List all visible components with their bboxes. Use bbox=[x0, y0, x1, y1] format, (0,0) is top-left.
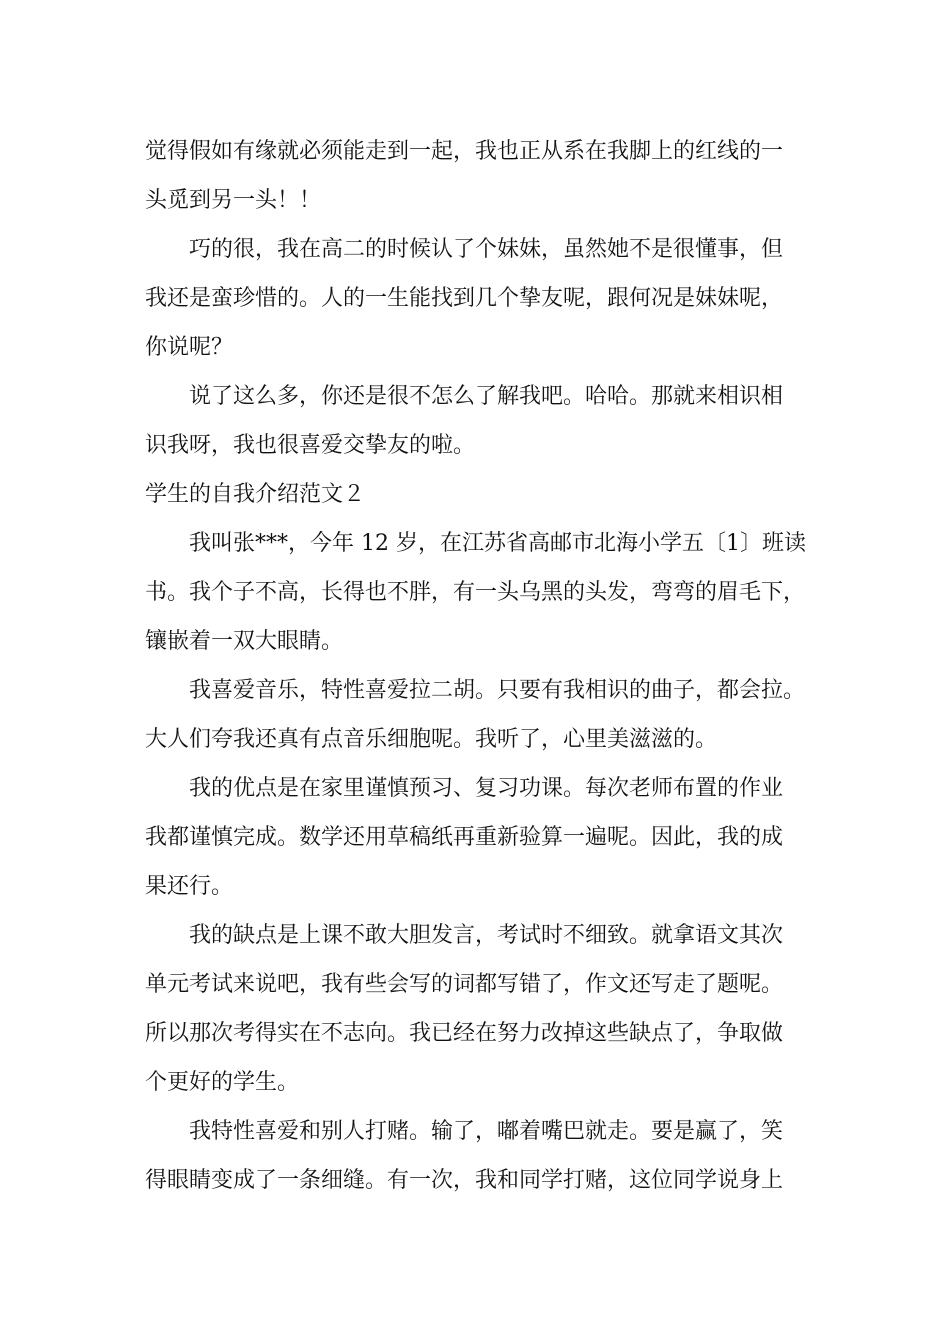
paragraph-younger-sister bbox=[145, 225, 817, 372]
text-line: 我的优点是在家里谨慎预习、复习功课。每次老师布置的作业 bbox=[189, 776, 784, 801]
paragraph-betting bbox=[145, 1107, 817, 1205]
text-line: 得眼睛变成了一条细缝。有一次，我和同学打赌，这位同学说身上 bbox=[145, 1168, 784, 1193]
text-line: 我都谨慎完成。数学还用草稿纸再重新验算一遍呢。因此，我的成 bbox=[145, 825, 784, 850]
heading-line: 学生的自我介绍范文２ bbox=[145, 482, 366, 507]
text-line: 我的缺点是上课不敢大胆发言，考试时不细致。就拿语文其次 bbox=[189, 923, 784, 948]
text-line: 我叫张***，今年 12 岁，在江苏省高邮市北海小学五〔1〕班读 bbox=[189, 531, 806, 556]
paragraph-introduction bbox=[145, 519, 817, 666]
text-line: 我喜爱音乐，特性喜爱拉二胡。只要有我相识的曲子，都会拉。 bbox=[189, 678, 806, 703]
text-line: 我还是蛮珍惜的。人的一生能找到几个挚友呢，跟何况是妹妹呢， bbox=[145, 286, 784, 311]
text-line: 头觅到另一头！！ bbox=[145, 188, 322, 213]
section-heading bbox=[145, 470, 817, 519]
text-line: 大人们夸我还真有点音乐细胞呢。我听了，心里美滋滋的。 bbox=[145, 727, 718, 752]
document-body bbox=[145, 127, 817, 1205]
text-line: 单元考试来说吧，我有些会写的词都写错了，作文还写走了题呢。 bbox=[145, 972, 784, 997]
paragraph-strengths bbox=[145, 764, 817, 911]
paragraph-weaknesses bbox=[145, 911, 817, 1107]
paragraph-get-to-know-me bbox=[145, 372, 817, 470]
text-line: 我特性喜爱和别人打赌。输了，嘟着嘴巴就走。要是赢了，笑 bbox=[189, 1119, 784, 1144]
paragraph-red-thread bbox=[145, 127, 817, 225]
text-line: 你说呢？ bbox=[145, 335, 234, 360]
text-line: 书。我个子不高，长得也不胖，有一头乌黑的头发，弯弯的眉毛下， bbox=[145, 580, 806, 605]
paragraph-music bbox=[145, 666, 817, 764]
text-line: 所以那次考得实在不志向。我已经在努力改掉这些缺点了，争取做 bbox=[145, 1021, 784, 1046]
text-line: 个更好的学生。 bbox=[145, 1070, 300, 1095]
text-line: 果还行。 bbox=[145, 874, 234, 899]
text-line: 识我呀，我也很喜爱交挚友的啦。 bbox=[145, 433, 476, 458]
text-line: 镶嵌着一双大眼睛。 bbox=[145, 629, 344, 654]
text-line: 觉得假如有缘就必须能走到一起，我也正从系在我脚上的红线的一 bbox=[145, 139, 784, 164]
text-line: 巧的很，我在高二的时候认了个妹妹，虽然她不是很懂事，但 bbox=[189, 237, 784, 262]
text-line: 说了这么多，你还是很不怎么了解我吧。哈哈。那就来相识相 bbox=[189, 384, 784, 409]
